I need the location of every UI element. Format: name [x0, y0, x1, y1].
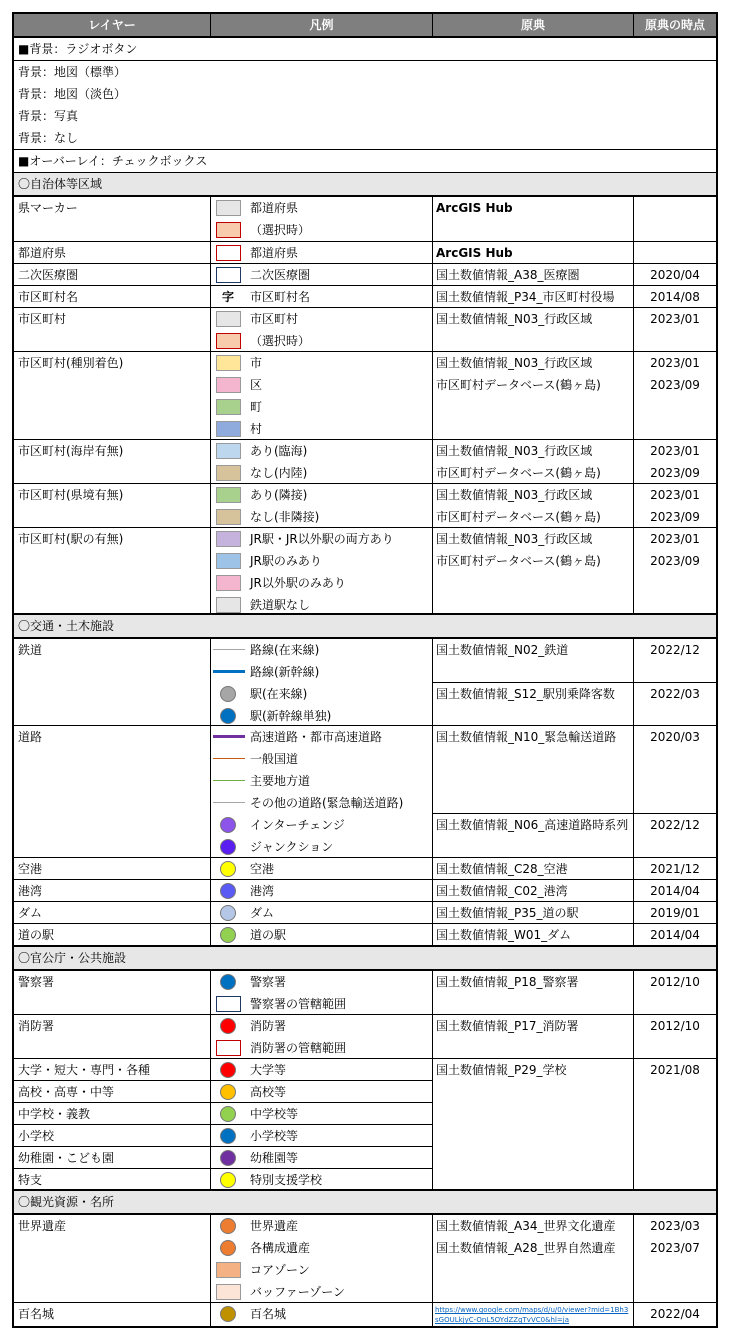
source-fire: 国土数値情報_P17_消防署 — [436, 1019, 579, 1033]
source-muni-border-2: 市区町村データベース(鶴ヶ島) — [436, 510, 601, 524]
legend-town: 町 — [250, 400, 263, 414]
legend-roadside-station: 道の駅 — [250, 928, 287, 942]
layer-kinder[interactable]: 幼稚園・こども園 — [18, 1151, 115, 1165]
source-muni-coast-2: 市区町村データベース(鶴ヶ島) — [436, 466, 601, 480]
date-heritage-1: 2023/03 — [650, 1219, 700, 1233]
town-swatch — [216, 399, 241, 415]
layer-high[interactable]: 高校・高専・中等 — [18, 1085, 115, 1099]
border-yes-swatch — [216, 487, 241, 503]
section-tourism: 〇観光資源・名所 — [14, 1191, 716, 1213]
legend-rail-local: 路線(在来線) — [250, 643, 320, 657]
muni-swatch — [216, 311, 241, 327]
layer-fire[interactable]: 消防署 — [18, 1019, 55, 1033]
expressway-line-icon — [213, 735, 245, 738]
layer-pref[interactable]: 都道府県 — [18, 246, 67, 260]
date-roadside-station: 2014/04 — [650, 928, 700, 942]
source-muni-type-2: 市区町村データベース(鶴ヶ島) — [436, 378, 601, 392]
legend-coast-yes: あり(臨海) — [250, 444, 308, 458]
date-muni-station-1: 2023/01 — [650, 532, 700, 546]
legend-police: 警察署 — [250, 975, 287, 989]
header-layer: レイヤー — [14, 14, 210, 36]
source-muni-border-1: 国土数値情報_N03_行政区域 — [436, 488, 593, 502]
date-dam: 2019/01 — [650, 906, 700, 920]
component-heritage-icon — [220, 1240, 236, 1256]
date-police: 2012/10 — [650, 975, 700, 989]
station-none-swatch — [216, 597, 241, 613]
police-area-swatch — [216, 996, 241, 1012]
legend-dam: ダム — [250, 906, 275, 920]
station-shinkansen-icon — [220, 708, 236, 724]
station-jr-swatch — [216, 553, 241, 569]
high-icon — [220, 1084, 236, 1100]
date-muni-type-2: 2023/09 — [650, 378, 700, 392]
date-muni-coast-2: 2023/09 — [650, 466, 700, 480]
legend-heritage: 世界遺産 — [250, 1219, 299, 1233]
legend-muni: 市区町村 — [250, 312, 299, 326]
layer-airport[interactable]: 空港 — [18, 862, 43, 876]
header-source: 原典 — [433, 14, 633, 36]
date-muni-coast-1: 2023/01 — [650, 444, 700, 458]
date-muni: 2023/01 — [650, 312, 700, 326]
legend-pref-selected: （選択時） — [250, 223, 311, 237]
heritage-icon — [220, 1218, 236, 1234]
coast-no-swatch — [216, 465, 241, 481]
date-muni-border-1: 2023/01 — [650, 488, 700, 502]
section-transport: 〇交通・土木施設 — [14, 615, 716, 637]
legend-station-other: JR以外駅のみあり — [250, 576, 346, 590]
legend-table — [12, 12, 718, 1328]
legend-interchange: インターチェンジ — [250, 818, 345, 832]
rail-local-line-icon — [213, 649, 245, 650]
station-other-swatch — [216, 575, 241, 591]
national-road-line-icon — [213, 758, 245, 759]
date-muni-type-1: 2023/01 — [650, 356, 700, 370]
date-muni-station-2: 2023/09 — [650, 554, 700, 568]
legend-fire-area: 消防署の管轄範囲 — [250, 1041, 347, 1055]
source-heritage-1: 国土数値情報_A34_世界文化遺産 — [436, 1219, 616, 1233]
legend-junction: ジャンクション — [250, 840, 334, 854]
date-railway-1: 2022/12 — [650, 643, 700, 657]
castle-icon — [220, 1306, 236, 1322]
muni-selected-swatch — [216, 333, 241, 349]
fire-icon — [220, 1018, 236, 1034]
legend-component: 各構成遺産 — [250, 1241, 311, 1255]
source-railway-1: 国土数値情報_N02_鉄道 — [436, 643, 569, 657]
source-pref-marker: ArcGIS Hub — [436, 201, 513, 215]
legend-other-road: その他の道路(緊急輸送道路) — [250, 796, 404, 810]
port-icon — [220, 883, 236, 899]
special-icon — [220, 1172, 236, 1188]
pref-road-line-icon — [213, 780, 245, 781]
legend-fire: 消防署 — [250, 1019, 287, 1033]
interchange-icon — [220, 817, 236, 833]
layer-medical[interactable]: 二次医療圏 — [18, 268, 79, 282]
source-muni-name: 国土数値情報_P34_市区町村役場 — [436, 290, 615, 304]
background-title: ■背景：ラジオボタン — [18, 42, 138, 56]
date-road-1: 2020/03 — [650, 730, 700, 744]
background-option-none[interactable]: 背景：なし — [18, 131, 79, 145]
date-railway-2: 2022/03 — [650, 687, 700, 701]
legend-medical: 二次医療圏 — [250, 268, 311, 282]
legend-port: 港湾 — [250, 884, 275, 898]
legend-muni-selected: （選択時） — [250, 334, 311, 348]
layer-junior[interactable]: 中学校・義教 — [18, 1107, 91, 1121]
fire-area-swatch — [216, 1040, 241, 1056]
legend-ward: 区 — [250, 378, 263, 392]
layer-muni-coast[interactable]: 市区町村(海岸有無) — [18, 444, 124, 458]
layer-dam[interactable]: ダム — [18, 906, 43, 920]
layer-pref-marker[interactable]: 県マーカー — [18, 201, 78, 215]
layer-heritage[interactable]: 世界遺産 — [18, 1219, 67, 1233]
legend-junior: 中学校等 — [250, 1107, 299, 1121]
source-pref: ArcGIS Hub — [436, 246, 513, 260]
elem-icon — [220, 1128, 236, 1144]
source-port: 国土数値情報_C02_港湾 — [436, 884, 568, 898]
legend-police-area: 警察署の管轄範囲 — [250, 997, 347, 1011]
legend-expressway: 高速道路・都市高速道路 — [250, 730, 383, 744]
background-option-pale[interactable]: 背景：地図（淡色） — [18, 87, 127, 101]
source-police: 国土数値情報_P18_警察署 — [436, 975, 579, 989]
layer-muni-station[interactable]: 市区町村(駅の有無) — [18, 532, 124, 546]
header-date: 原典の時点 — [634, 14, 716, 36]
legend-national-road: 一般国道 — [250, 752, 299, 766]
legend-coast-no: なし(内陸) — [250, 466, 308, 480]
date-castle: 2022/04 — [650, 1307, 700, 1321]
medical-swatch — [216, 267, 241, 283]
legend-pref-outline: 都道府県 — [250, 246, 299, 260]
rail-shinkansen-line-icon — [213, 670, 245, 673]
legend-castle: 百名城 — [250, 1307, 287, 1321]
border-no-swatch — [216, 509, 241, 525]
legend-station-jr: JR駅のみあり — [250, 554, 322, 568]
legend-buffer-zone: バッファーゾーン — [250, 1285, 346, 1299]
section-admin: 〇自治体等区域 — [14, 173, 716, 195]
date-road-2: 2022/12 — [650, 818, 700, 832]
castle-map-link[interactable] — [435, 1305, 631, 1327]
source-road-2: 国土数値情報_N06_高速道路時系列 — [436, 818, 629, 832]
layer-police[interactable]: 警察署 — [18, 975, 55, 989]
station-both-swatch — [216, 531, 241, 547]
other-road-line-icon — [213, 802, 245, 803]
legend-border-no: なし(非隣接) — [250, 510, 320, 524]
source-heritage-2: 国土数値情報_A28_世界自然遺産 — [436, 1241, 616, 1255]
legend-border-yes: あり(隣接) — [250, 488, 308, 502]
layer-castle[interactable]: 百名城 — [18, 1307, 55, 1321]
junction-icon — [220, 839, 236, 855]
layer-roadside-station[interactable]: 道の駅 — [18, 928, 55, 942]
date-airport: 2021/12 — [650, 862, 700, 876]
layer-muni-name[interactable]: 市区町村名 — [18, 290, 79, 304]
coast-yes-swatch — [216, 443, 241, 459]
character-icon: 字 — [222, 290, 235, 304]
date-fire: 2012/10 — [650, 1019, 700, 1033]
legend-airport: 空港 — [250, 862, 275, 876]
date-muni-name: 2014/08 — [650, 290, 700, 304]
source-medical: 国土数値情報_A38_医療圏 — [436, 268, 580, 282]
source-muni-coast-1: 国土数値情報_N03_行政区域 — [436, 444, 593, 458]
roadside-station-icon — [220, 927, 236, 943]
section-public: 〇官公庁・公共施設 — [14, 947, 716, 969]
ward-swatch — [216, 377, 241, 393]
buffer-zone-swatch — [216, 1284, 241, 1300]
layer-elem[interactable]: 小学校 — [18, 1129, 55, 1143]
legend-station-local: 駅(在来線) — [250, 687, 308, 701]
legend-core-zone: コアゾーン — [250, 1263, 310, 1277]
source-railway-2: 国土数値情報_S12_駅別乗降客数 — [436, 687, 615, 701]
legend-station-both: JR駅・JR以外駅の両方あり — [250, 532, 394, 546]
pref-outline-swatch — [216, 245, 241, 261]
legend-univ: 大学等 — [250, 1063, 287, 1077]
police-icon — [220, 974, 236, 990]
airport-icon — [220, 861, 236, 877]
legend-kinder: 幼稚園等 — [250, 1151, 299, 1165]
date-heritage-2: 2023/07 — [650, 1241, 700, 1255]
layer-railway[interactable]: 鉄道 — [18, 643, 43, 657]
junior-icon — [220, 1106, 236, 1122]
city-swatch — [216, 355, 241, 371]
layer-port[interactable]: 港湾 — [18, 884, 43, 898]
layer-road[interactable]: 道路 — [18, 730, 43, 744]
legend-pref-road: 主要地方道 — [250, 774, 311, 788]
legend-elem: 小学校等 — [250, 1129, 299, 1143]
legend-city: 市 — [250, 356, 263, 370]
source-muni-station-2: 市区町村データベース(鶴ヶ島) — [436, 554, 601, 568]
legend-station-none: 鉄道駅なし — [250, 598, 311, 612]
legend-muni-name: 市区町村名 — [250, 290, 311, 304]
layer-muni-type[interactable]: 市区町村(種別着色) — [18, 356, 124, 370]
legend-special: 特別支援学校 — [250, 1173, 323, 1187]
legend-rail-shinkansen: 路線(新幹線) — [250, 665, 320, 679]
dam-icon — [220, 905, 236, 921]
source-muni: 国土数値情報_N03_行政区域 — [436, 312, 593, 326]
pref-selected-swatch — [216, 222, 241, 238]
core-zone-swatch — [216, 1262, 241, 1278]
date-schools: 2021/08 — [650, 1063, 700, 1077]
layer-muni-border[interactable]: 市区町村(県境有無) — [18, 488, 124, 502]
kinder-icon — [220, 1150, 236, 1166]
source-muni-type-1: 国土数値情報_N03_行政区域 — [436, 356, 593, 370]
station-local-icon — [220, 686, 236, 702]
univ-icon — [220, 1062, 236, 1078]
legend-pref: 都道府県 — [250, 201, 299, 215]
source-schools: 国土数値情報_P29_学校 — [436, 1063, 567, 1077]
background-option-standard[interactable]: 背景：地図（標準） — [18, 65, 127, 79]
date-port: 2014/04 — [650, 884, 700, 898]
layer-univ[interactable]: 大学・短大・専門・各種 — [18, 1063, 151, 1077]
source-muni-station-1: 国土数値情報_N03_行政区域 — [436, 532, 593, 546]
source-road-1: 国土数値情報_N10_緊急輸送道路 — [436, 730, 617, 744]
background-option-photo[interactable]: 背景：写真 — [18, 109, 79, 123]
castle-map-link-text[interactable]: https://www.google.com/maps/d/u/0/viewer?mid=1Bh3sGOULkjyC-OnL5OYdZZgTvVC0&hl=ja — [435, 1306, 629, 1324]
layer-muni[interactable]: 市区町村 — [18, 312, 67, 326]
date-medical: 2020/04 — [650, 268, 700, 282]
source-roadside-station: 国土数値情報_W01_ダム — [436, 928, 572, 942]
header-legend: 凡例 — [211, 14, 432, 36]
pref-fill-swatch — [216, 200, 241, 216]
layer-special[interactable]: 特支 — [18, 1173, 43, 1187]
legend-village: 村 — [250, 422, 263, 436]
legend-high: 高校等 — [250, 1085, 287, 1099]
overlay-title: ■オーバーレイ：チェックボックス — [18, 154, 208, 168]
date-muni-border-2: 2023/09 — [650, 510, 700, 524]
source-dam: 国土数値情報_P35_道の駅 — [436, 906, 579, 920]
village-swatch — [216, 421, 241, 437]
source-airport: 国土数値情報_C28_空港 — [436, 862, 568, 876]
legend-station-shinkansen: 駅(新幹線単独) — [250, 709, 332, 723]
